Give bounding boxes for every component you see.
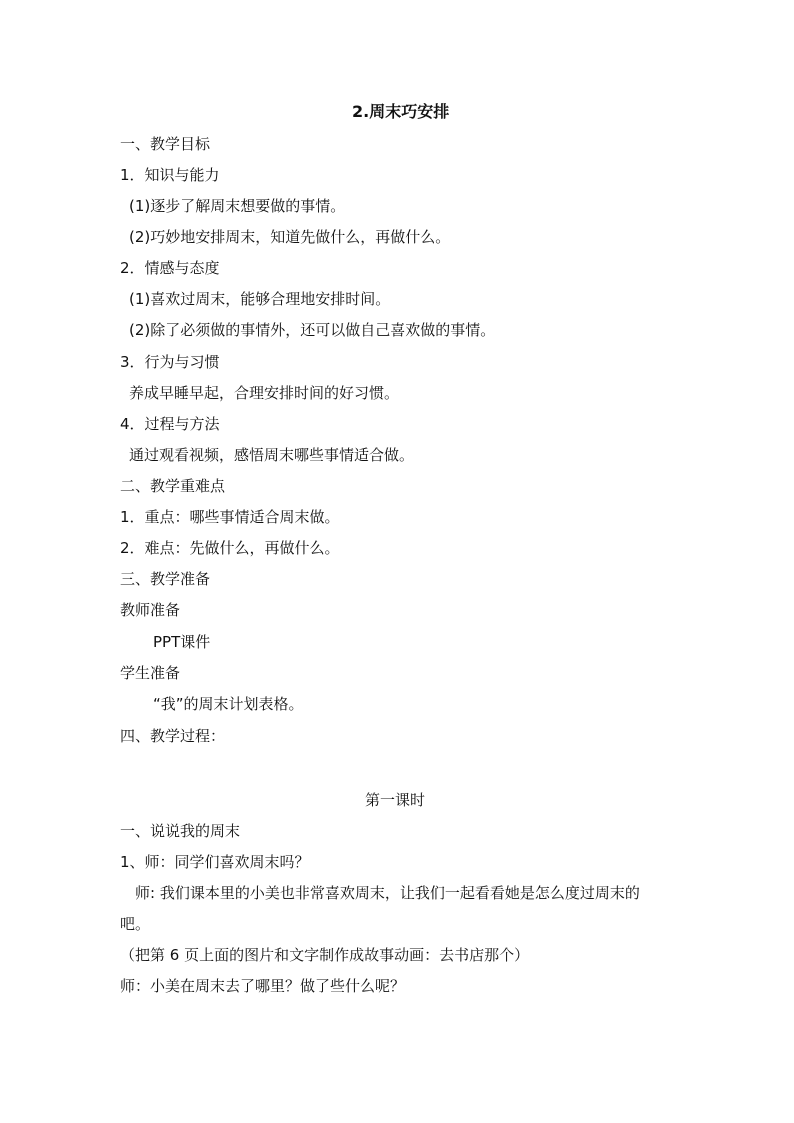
section-heading: 三、教学准备 xyxy=(120,570,211,588)
paragraph: 通过观看视频，感悟周末哪些事情适合做。 xyxy=(129,446,415,464)
subheading: 4．过程与方法 xyxy=(120,415,220,433)
subheading: 1．知识与能力 xyxy=(120,166,220,184)
paragraph: (2)巧妙地安排周末，知道先做什么，再做什么。 xyxy=(129,228,451,246)
section-heading: 二、教学重难点 xyxy=(120,477,226,495)
paragraph: 1．重点：哪些事情适合周末做。 xyxy=(120,508,340,526)
document-title: 2.周末巧安排 xyxy=(352,102,450,121)
paragraph: 养成早睡早起，合理安排时间的好习惯。 xyxy=(129,384,400,402)
note: （把第 6 页上面的图片和文字制作成故事动画：去书店那个） xyxy=(120,946,530,964)
paragraph: (1)喜欢过周末，能够合理地安排时间。 xyxy=(129,290,391,308)
paragraph: “我”的周末计划表格。 xyxy=(153,695,304,713)
paragraph: 2．难点：先做什么，再做什么。 xyxy=(120,539,340,557)
paragraph: 1、师：同学们喜欢周末吗？ xyxy=(120,853,310,871)
paragraph: 师：小美在周末去了哪里？做了些什么呢？ xyxy=(120,977,406,995)
paragraph: PPT课件 xyxy=(153,633,211,651)
paragraph: 吧。 xyxy=(120,915,151,933)
subheading: 教师准备 xyxy=(120,601,181,619)
paragraph: (1)逐步了解周末想要做的事情。 xyxy=(129,197,346,215)
section-heading: 四、教学过程： xyxy=(120,727,226,745)
section-heading: 一、说说我的周末 xyxy=(120,822,241,840)
lesson-title: 第一课时 xyxy=(365,791,426,809)
subheading: 学生准备 xyxy=(120,664,181,682)
subheading: 3．行为与习惯 xyxy=(120,353,220,371)
subheading: 2．情感与态度 xyxy=(120,259,220,277)
paragraph: 师: 我们课本里的小美也非常喜欢周末，让我们一起看看她是怎么度过周末的 xyxy=(135,884,640,902)
paragraph: (2)除了必须做的事情外，还可以做自己喜欢做的事情。 xyxy=(129,321,496,339)
section-heading: 一、教学目标 xyxy=(120,135,211,153)
